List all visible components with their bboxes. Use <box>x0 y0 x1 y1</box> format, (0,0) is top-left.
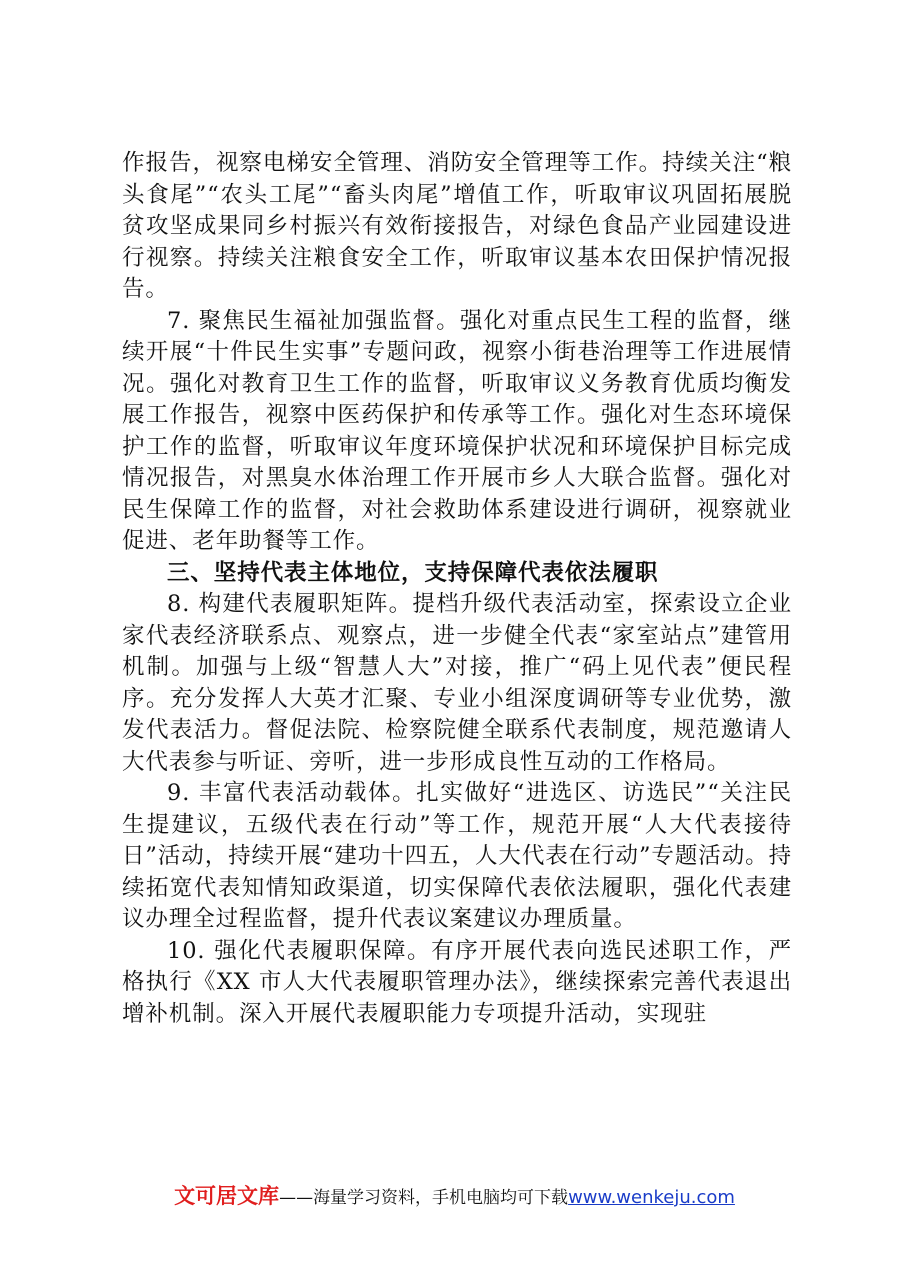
paragraph-10: 10. 强化代表履职保障。有序开展代表向选民述职工作，严格执行《XX 市人大代表履职管理办法》，继续探索完善代表退出增补机制。深入开展代表履职能力专项提升活动，实现驻 <box>122 937 792 1027</box>
section-heading: 三、坚持代表主体地位，支持保障代表依法履职 <box>167 559 659 586</box>
paragraph-9: 9. 丰富代表活动载体。扎实做好“进选区、访选民”“关注民生提建议，五级代表在行动”等工作，规范开展“人大代表接待日”活动，持续开展“建功十四五，人大代表在行动”专题活动。持续拓宽代表知情知政渠道，切实保障代表依法履职，强化代表建议办理全过程监督，提升代表议案建议办理质量。 <box>122 780 792 932</box>
document-body <box>122 148 792 1030</box>
paragraph-continued: 作报告，视察电梯安全管理、消防安全管理等工作。持续关注“粮头食尾”“农头工尾”“畜头肉尾”增值工作，听取审议巩固拓展脱贫攻坚成果同乡村振兴有效衔接报告，对绿色食品产业园建设进行视察。持续关注粮食安全工作，听取审议基本农田保护情况报告。 <box>122 150 792 302</box>
footer-brand: 文可居文库 <box>174 1184 280 1208</box>
footer-slogan: ——海量学习资料，手机电脑均可下载 <box>279 1188 569 1208</box>
paragraph-7: 7. 聚焦民生福祉加强监督。强化对重点民生工程的监督，继续开展“十件民生实事”专题问政，视察小街巷治理等工作进展情况。强化对教育卫生工作的监督，听取审议义务教育优质均衡发展工作报告，视察中医药保护和传承等工作。强化对生态环境保护工作的监督，听取审议年度环境保护状况和环境保护目标完成情况报告，对黑臭水体治理工作开展市乡人大联合监督。强化对民生保障工作的监督，对社会救助体系建设进行调研，视察就业促进、老年助餐等工作。 <box>122 307 792 554</box>
footer-url-link[interactable]: www.wenkeju.com <box>568 1187 735 1208</box>
paragraph-8: 8. 构建代表履职矩阵。提档升级代表活动室，探索设立企业家代表经济联系点、观察点，进一步健全代表“家室站点”建管用机制。加强与上级“智慧人大”对接，推广“码上见代表”便民程序。充分发挥人大英才汇聚、专业小组深度调研等专业优势，激发代表活力。督促法院、检察院健全联系代表制度，规范邀请人大代表参与听证、旁听，进一步形成良性互动的工作格局。 <box>122 591 792 775</box>
footer-banner <box>0 1183 909 1211</box>
